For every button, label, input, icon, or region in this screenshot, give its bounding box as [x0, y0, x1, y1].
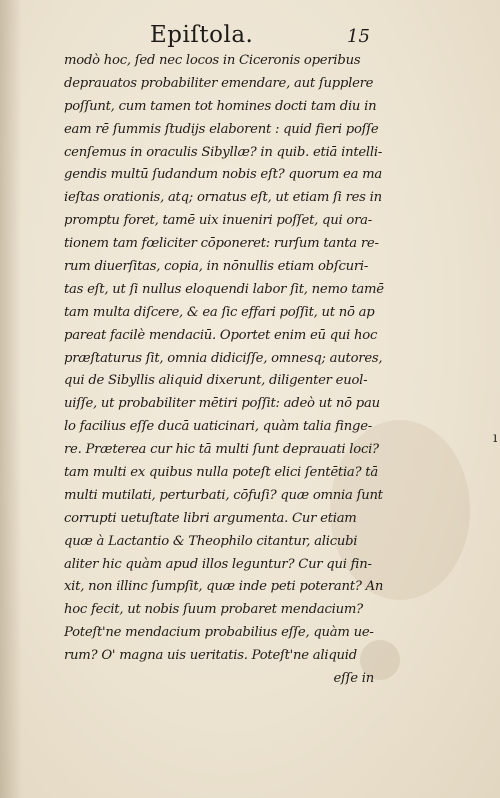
margin-mark: ı: [493, 430, 498, 446]
text-line: tam multi ex quibus nulla poteſt elici ſentētia? tā: [64, 465, 378, 481]
gutter-shadow: [0, 0, 22, 798]
page-number: 15: [347, 26, 370, 47]
text-line: tas eſt, ut ſi nullus eloquendi labor ſit, nemo tamē: [64, 281, 384, 297]
text-line: quæ à Lactantio & Theophilo citantur, alicubi: [64, 533, 358, 549]
running-head: Epiſtola.: [150, 22, 254, 48]
text-line: lo facilius eſſe ducā uaticinari, quàm talia finge-: [64, 419, 372, 435]
text-block: [64, 50, 384, 691]
catchword: eſſe in: [333, 671, 374, 687]
text-line: aliter hic quàm apud illos leguntur? Cur qui fin-: [64, 556, 372, 572]
text-line: pareat facilè mendaciū. Oportet enim eū qui hoc: [64, 327, 378, 343]
text-line: uiſſe, ut probabiliter mētiri poſſit: adeò ut nō pau: [64, 396, 380, 412]
text-line: qui de Sibyllis aliquid dixerunt, diligenter euol-: [64, 373, 368, 389]
text-line: re. Præterea cur hic tā multi ſunt deprauati loci?: [64, 442, 379, 458]
text-line: corrupti uetuſtate libri argumenta. Cur etiam: [64, 510, 357, 526]
text-line: præſtaturus ſit, omnia didiciſſe, omnesq; autores,: [64, 350, 383, 366]
text-line: promptu foret, tamē uix inueniri poſſet, qui ora-: [64, 213, 372, 229]
text-line: poſſunt, cum tamen tot homines docti tam diu in: [64, 98, 377, 114]
text-line: eam rē ſummis ſtudijs elaborent : quid fieri poſſe: [64, 121, 379, 137]
text-line: cenſemus in oraculis Sibyllæ? in quib. etiā intelli-: [64, 144, 383, 160]
text-line: tionem tam fœliciter cōponeret: rurſum tanta re-: [64, 236, 379, 252]
text-line: xit, non illinc ſumpſit, quæ inde peti poterant? An: [64, 579, 384, 595]
text-line: tam multa diſcere, & ea ſic effari poſſit, ut nō ap: [64, 304, 375, 320]
text-line: hoc fecit, ut nobis ſuum probaret mendacium?: [64, 602, 363, 618]
text-line: multi mutilati, perturbati, cōfuſi? quæ omnia ſunt: [64, 487, 383, 503]
text-line: modò hoc, ſed nec locos in Ciceronis operibus: [64, 53, 361, 68]
text-line: deprauatos probabiliter emendare, aut ſupplere: [64, 75, 374, 91]
text-line: ieſtas orationis, atq; ornatus eſt, ut etiam ſi res in: [64, 190, 382, 206]
text-line: rum diuerſitas, copia, in nōnullis etiam obſcuri-: [64, 259, 369, 275]
text-line: rum? O' magna uis ueritatis. Poteſt'ne aliquid: [64, 648, 357, 664]
text-line: gendis multū ſudandum nobis eſt? quorum ea ma: [64, 167, 383, 183]
text-line: Poteſt'ne mendacium probabilius eſſe, quàm ue-: [64, 625, 374, 641]
